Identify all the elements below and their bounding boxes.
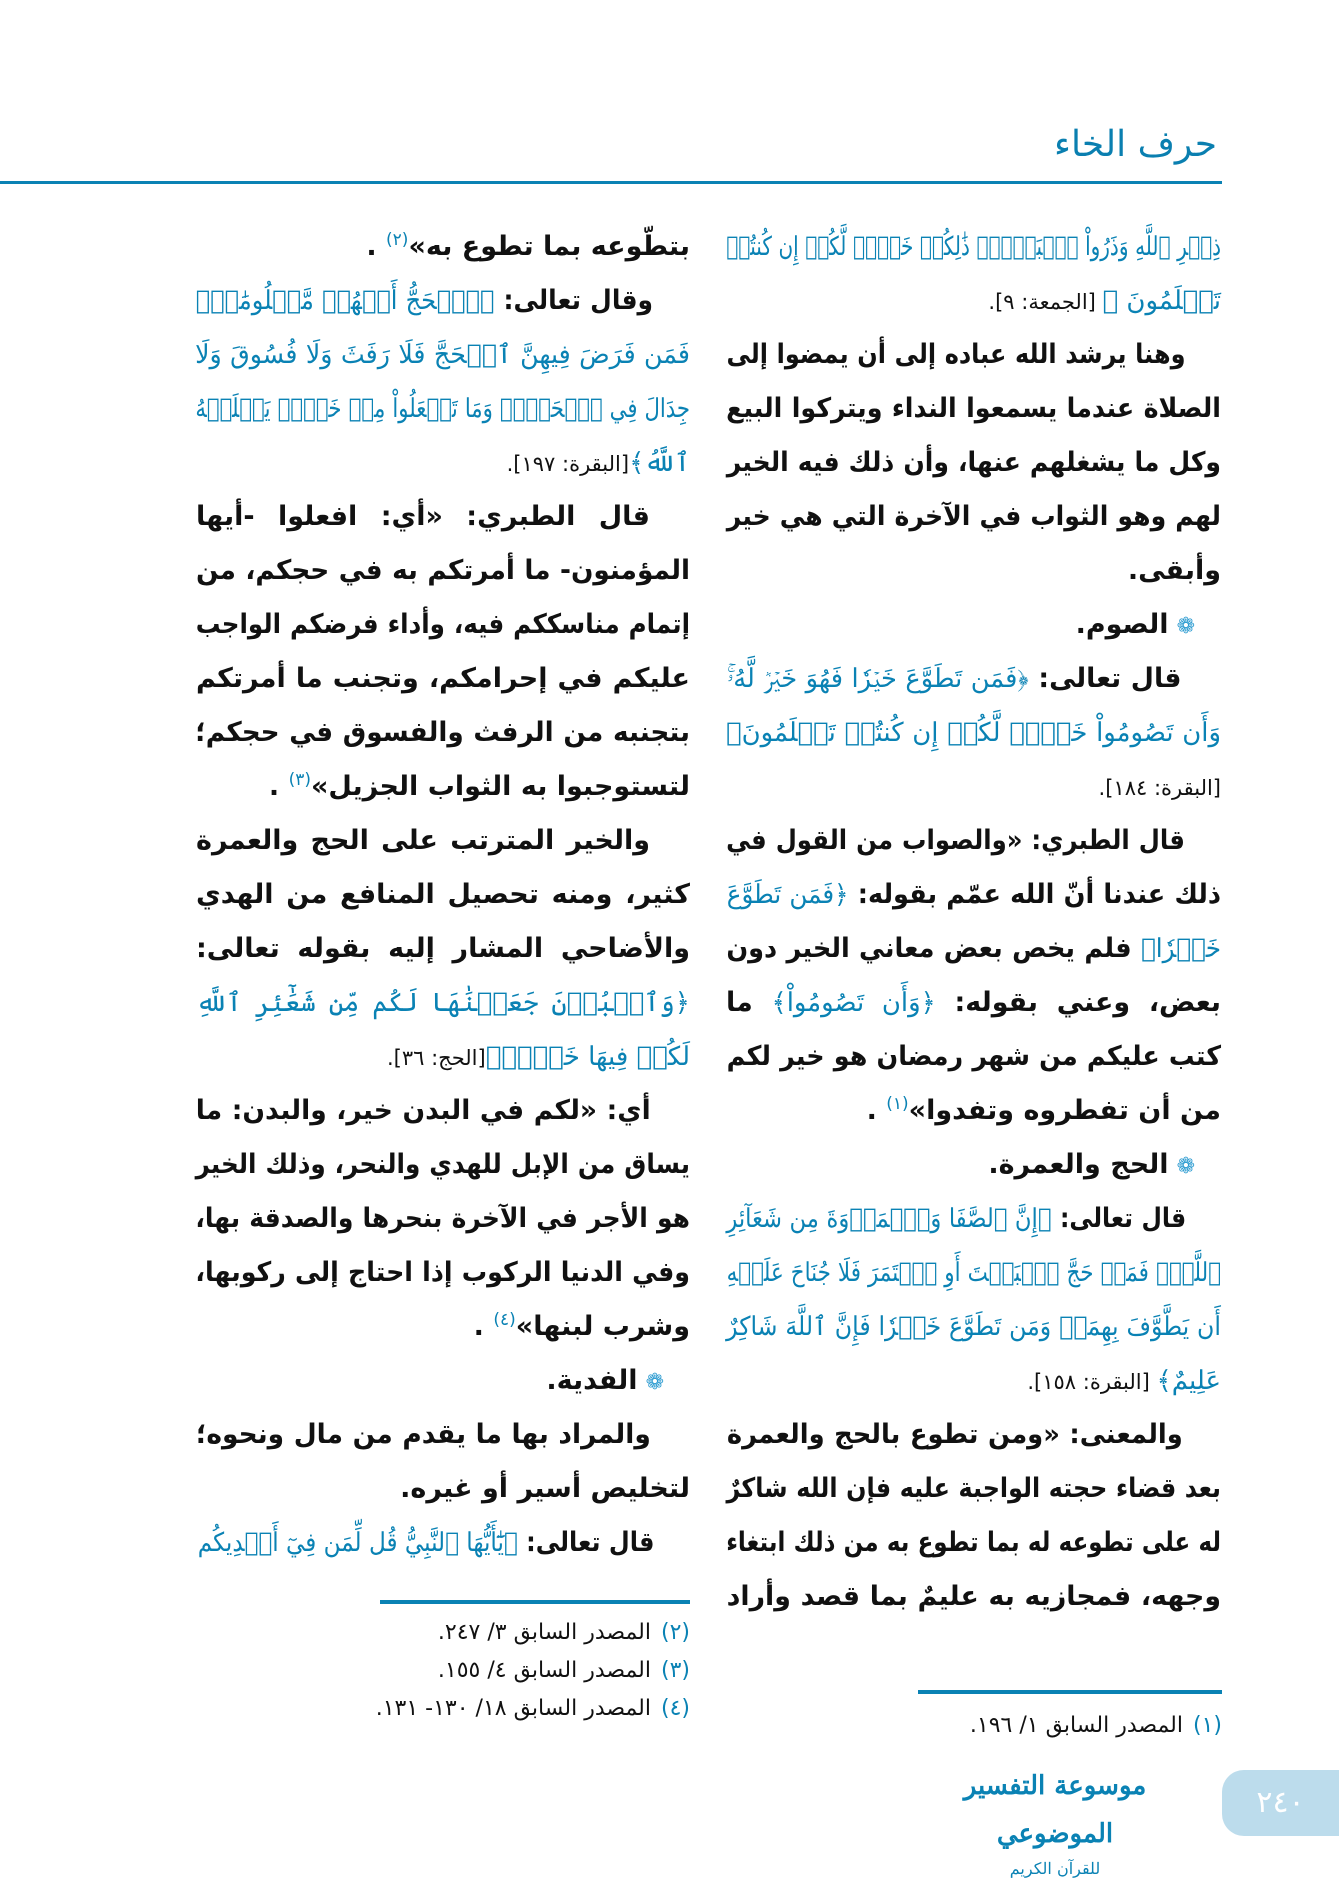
text-line <box>195 382 690 436</box>
body-text: وجهه، فمجازيه به عليمٌ بما قصد وأراد <box>726 1581 1221 1612</box>
quran-verse: ﴿وَأَن تَصُومُواْ﴾ <box>771 988 936 1018</box>
footnote <box>970 1707 1222 1745</box>
text-line <box>196 436 690 490</box>
body-text: والخير المترتب على الحج والعمرة <box>196 825 650 856</box>
section-heading <box>727 598 1221 652</box>
logo-title: موسوعة التفسير الموضوعي <box>963 1771 1147 1849</box>
body-text: بعض، وعني بقوله: <box>935 987 1222 1018</box>
footnote-text: المصدر السابق ٣/ ٢٤٧. <box>437 1620 651 1645</box>
footnote-divider <box>918 1690 1222 1694</box>
text-line <box>195 1192 690 1246</box>
text-line <box>726 976 1221 1030</box>
text-line <box>726 814 1221 868</box>
verse-reference: [البقرة: ١٥٨]. <box>1027 1370 1157 1394</box>
quran-verse: ﴿وَٱلۡبُدۡنَ جَعَلۡنَٰهَا لَكُم مِّن شَعَٰٓئِرِ ٱللَّهِ <box>196 988 690 1018</box>
body-text: أي: «لكم في البدن خير، والبدن: ما <box>195 1095 651 1126</box>
text-line <box>727 1246 1221 1300</box>
body-text: ما <box>726 987 772 1018</box>
footnote-marker: (٣) <box>288 770 311 790</box>
text-line <box>726 922 1221 976</box>
footnote-marker: (٤) <box>493 1310 516 1330</box>
text-line <box>726 706 1221 760</box>
quran-verse: لَكُمۡ فِيهَا خَيۡرٞ﴾ <box>485 1042 690 1072</box>
text-line <box>727 1030 1221 1084</box>
body-text: له على تطوعه له بما تطوع به من ذلك ابتغاء <box>726 1527 1221 1558</box>
body-text: بتجنبه من الرفث والفسوق في حجكم؛ <box>195 717 690 748</box>
chapter-title: حرف الخاء <box>1054 124 1217 165</box>
body-text: وفي الدنيا الركوب إذا احتاج إلى ركوبها، <box>195 1257 690 1288</box>
encyclopedia-logo <box>930 1762 1180 1878</box>
text-line <box>726 1516 1221 1570</box>
quran-verse: ﴿فَمَن تَطَوَّعَ <box>726 880 849 910</box>
quran-verse: ٱللَّهِۖ فَمَنۡ حَجَّ ٱلۡبَيۡتَ أَوِ ٱعۡتَمَرَ فَلَا جُنَاحَ عَلَيۡهِ <box>726 1258 1221 1288</box>
text-line <box>195 328 690 382</box>
body-text: فلم يخص بعض معاني الخير دون <box>726 933 1141 964</box>
flower-ornament-icon: ❁ <box>645 1370 664 1395</box>
text-line <box>196 976 690 1030</box>
footnote-divider <box>380 1600 690 1604</box>
footnote-marker: (٢) <box>386 230 409 250</box>
body-text: كثير، ومنه تحصيل المنافع من الهدي <box>196 879 690 910</box>
verse-reference: [البقرة: ١٩٧]. <box>506 452 630 476</box>
body-text: وقال تعالى: <box>494 285 654 316</box>
body-text: لتخليص أسير أو غيره. <box>400 1473 690 1504</box>
body-text: لهم وهو الثواب في الآخرة التي هي خير <box>726 501 1221 532</box>
footnote-number: (٤) <box>660 1696 690 1721</box>
text-line <box>196 868 690 922</box>
body-text: قال تعالى: <box>1051 1203 1187 1234</box>
body-text: والمراد بها ما يقدم من مال ونحوه؛ <box>195 1419 651 1450</box>
body-text: المؤمنون- ما أمرتكم به في حجكم، من <box>195 555 690 586</box>
body-text: قال تعالى: <box>517 1527 655 1558</box>
text-line <box>727 328 1221 382</box>
body-text: ذلك عندنا أنّ الله عمّم بقوله: <box>848 879 1221 910</box>
text-line <box>196 922 690 976</box>
left-column <box>196 220 690 1570</box>
footnote-number: (٢) <box>660 1620 690 1645</box>
heading-text: الصوم. <box>1075 609 1169 640</box>
quran-verse: أَن يَطَّوَّفَ بِهِمَاۚ وَمَن تَطَوَّعَ خَيۡرٗا فَإِنَّ ٱللَّهَ شَاكِرٌ <box>726 1312 1221 1342</box>
flower-ornament-icon: ❁ <box>1176 614 1195 639</box>
body-text: كتب عليكم من شهر رمضان هو خير لكم <box>726 1041 1221 1072</box>
quran-verse: تَعۡلَمُونَ ﴾ <box>1102 286 1221 316</box>
section-heading <box>196 1354 690 1408</box>
quran-verse: فَمَن فَرَضَ فِيهِنَّ ٱلۡحَجَّ فَلَا رَفَثَ وَلَا فُسُوقَ وَلَا <box>195 340 690 370</box>
text-line <box>196 1300 690 1354</box>
verse-reference: [الحج: ٣٦]. <box>386 1046 486 1070</box>
footnote-number: (١) <box>1192 1713 1222 1738</box>
quran-verse: جِدَالَ فِي ٱلۡحَجِّۗ وَمَا تَفۡعَلُواْ مِنۡ خَيۡرٖ يَعۡلَمۡهُ <box>195 394 690 424</box>
text-line <box>727 652 1221 706</box>
text-line <box>196 220 690 274</box>
text-line <box>727 436 1221 490</box>
text-line <box>196 760 690 814</box>
footnote-marker: (١) <box>886 1094 909 1114</box>
flower-ornament-icon: ❁ <box>1176 1154 1195 1179</box>
footnote-text: المصدر السابق ١٨/ ١٣٠- ١٣١. <box>375 1696 651 1721</box>
text-line <box>727 1570 1221 1624</box>
text-line <box>726 382 1221 436</box>
footnote-text: المصدر السابق ١/ ١٩٦. <box>969 1713 1183 1738</box>
body-text: وأبقى. <box>1127 555 1221 586</box>
heading-text: الحج والعمرة. <box>988 1149 1169 1180</box>
body-text: . <box>268 771 289 802</box>
footnote-number: (٣) <box>660 1658 690 1683</box>
quran-verse: ﴿ٱلۡحَجُّ أَشۡهُرٞ مَّعۡلُومَٰتٞۚ <box>195 286 495 316</box>
text-line <box>196 814 690 868</box>
quran-verse: خَيۡرٗا﴾ <box>1140 934 1221 964</box>
text-line <box>196 1408 690 1462</box>
body-text: لتستوجبوا به الثواب الجزيل» <box>310 771 690 802</box>
text-line <box>726 1300 1221 1354</box>
body-text: . <box>473 1311 494 1342</box>
text-line <box>196 1462 690 1516</box>
body-text: وكل ما يشغلهم عنها، وأن ذلك فيه الخير <box>726 447 1221 478</box>
body-text: إتمام مناسككم فيه، وأداء فرضكم الواجب <box>195 609 690 640</box>
quran-verse: ﴿إِنَّ ٱلصَّفَا وَٱلۡمَرۡوَةَ مِن شَعَآئِرِ <box>726 1204 1052 1234</box>
quran-verse: عَلِيمٌ﴾ <box>1156 1366 1221 1396</box>
quran-verse: وَأَن تَصُومُواْ خَيۡرٞ لَّكُمۡ إِن كُنتُمۡ تَعۡلَمُونَ﴾ <box>726 718 1221 748</box>
body-text: قال الطبري: «والصواب من القول في <box>726 825 1185 856</box>
body-text: . <box>866 1095 887 1126</box>
text-line <box>196 274 690 328</box>
body-text: والمعنى: «ومن تطوع بالحج والعمرة <box>726 1419 1183 1450</box>
body-text: بعد قضاء حجته الواجبة عليه فإن الله شاكرٌ <box>726 1473 1221 1504</box>
text-line <box>727 1462 1221 1516</box>
heading-text: الفدية. <box>546 1365 638 1396</box>
text-line <box>195 1246 690 1300</box>
body-text: قال تعالى: <box>1028 663 1182 694</box>
footnote <box>438 1652 690 1690</box>
body-text: الصلاة عندما يسمعوا النداء ويتركوا البيع <box>726 393 1221 424</box>
quran-verse: ٱللَّهُ﴾ <box>629 448 690 478</box>
quran-verse: ذِكۡرِ ٱللَّهِ وَذَرُواْ ٱلۡبَيۡعَۚ ذَٰلِكُمۡ خَيۡرٞ لَّكُمۡ إِن كُنتُمۡ <box>726 232 1221 262</box>
text-line <box>196 598 690 652</box>
header-rule <box>0 181 1222 184</box>
text-line <box>727 760 1221 814</box>
body-text: وهنا يرشد الله عباده إلى أن يمضوا إلى <box>726 339 1186 370</box>
logo-subtitle: للقرآن الكريم <box>1009 1859 1101 1878</box>
text-line <box>196 1084 690 1138</box>
body-text: من أن تفطروه وتفدوا» <box>908 1095 1221 1126</box>
verse-reference: [الجمعة: ٩]. <box>988 290 1103 314</box>
body-text: والأضاحي المشار إليه بقوله تعالى: <box>196 933 690 964</box>
footnote <box>376 1690 690 1728</box>
body-text: . <box>366 231 387 262</box>
body-text: بتطّوعه بما تطوع به» <box>408 231 690 262</box>
quran-verse: ﴿فَمَن تَطَوَّعَ خَيۡرٗا فَهُوَ خَيۡرٞ لَّهُۥۚ <box>726 664 1029 694</box>
text-line <box>726 220 1221 274</box>
page-number: ٢٤٠ <box>1222 1770 1339 1836</box>
text-line <box>727 1408 1221 1462</box>
text-line <box>727 868 1221 922</box>
body-text: عليكم في إحرامكم، وتجنب ما أمرتكم <box>196 663 690 694</box>
text-line <box>196 1030 690 1084</box>
footnote <box>438 1614 690 1652</box>
text-line <box>727 1354 1221 1408</box>
body-text: يساق من الإبل للهدي والنحر، وذلك الخير <box>195 1149 690 1180</box>
text-line <box>196 544 690 598</box>
text-line <box>727 544 1221 598</box>
quran-verse: ﴿يَٰٓأَيُّهَا ٱلنَّبِيُّ قُل لِّمَن فِيٓ أَيۡدِيكُم <box>197 1528 518 1558</box>
text-line <box>196 490 690 544</box>
text-line <box>196 1516 690 1570</box>
text-line <box>196 1138 690 1192</box>
body-text: قال الطبري: «أي: افعلوا -أيها <box>196 501 650 532</box>
footnote-text: المصدر السابق ٤/ ١٥٥. <box>437 1658 651 1683</box>
text-line <box>195 706 690 760</box>
text-line <box>727 274 1221 328</box>
section-heading <box>727 1138 1221 1192</box>
right-column <box>727 220 1221 1624</box>
body-text: هو الأجر في الآخرة بنحرها والصدقة بها، <box>195 1203 690 1234</box>
text-line <box>727 1084 1221 1138</box>
text-line <box>196 652 690 706</box>
text-line <box>726 1192 1221 1246</box>
body-text: وشرب لبنها» <box>515 1311 690 1342</box>
text-line <box>727 490 1221 544</box>
verse-reference: [البقرة: ١٨٤]. <box>1098 776 1221 800</box>
